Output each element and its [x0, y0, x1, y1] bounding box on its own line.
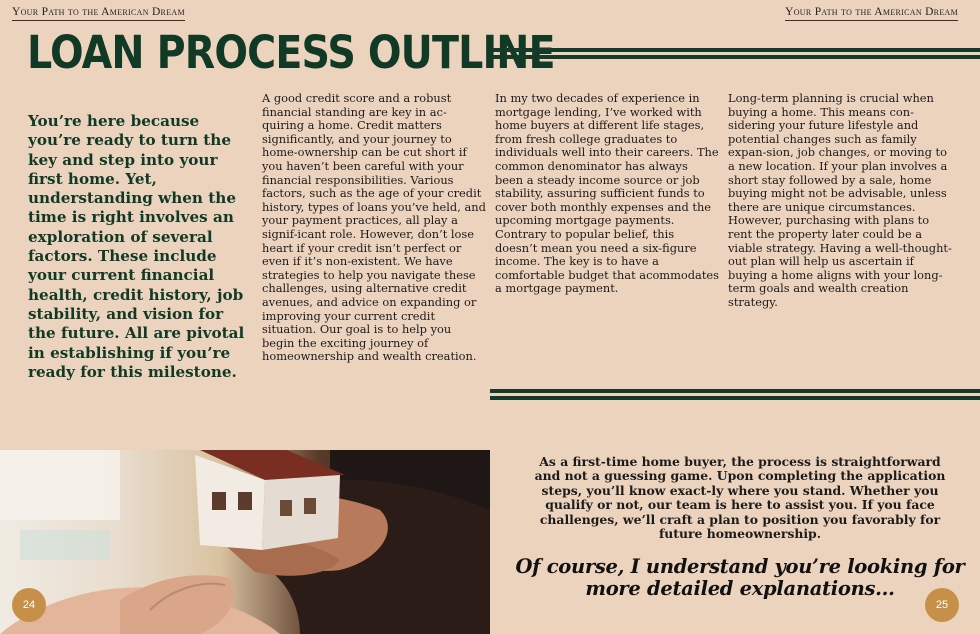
column-credit: A good credit score and a robust financial standing are key in ac-quiring a home. Credit matters significantly, and your journey to home-ownership can be cut short if you haven’t been careful with your financial responsibilities. Various factors, such as the age of your credit history, types of loans you’ve held, and your payment practices, all play a signif-icant role. However, don’t lose heart if your credit isn’t perfect or even if it’s non-existent. We have strategies to help you navigate these challenges, using alternative credit avenues, and advice on expanding or improving your current credit situation. Our goal is to help you begin the exciting journey of homeownership and wealth creation.: [262, 91, 486, 364]
tagline: Of course, I understand you’re looking for more detailed explanations...: [515, 555, 965, 600]
column-planning: Long-term planning is crucial when buying a home. This means con-sidering your future lifestyle and potential changes such as family expan-sion, job changes, or moving to a new location. If your plan involves a short stay followed by a sale, home buying might not be advisable, unless there are unique circumstances. However, purchasing with plans to rent the property later could be a viable strategy. Having a well-thought-out plan will help us ascertain if buying a home aligns with your long-term goals and wealth creation strategy.: [728, 91, 952, 309]
double-rule-top: [490, 48, 980, 59]
page-number-right: 25: [925, 588, 959, 622]
running-header-left: Your Path to the American Dream: [12, 6, 185, 21]
house-handover-photo: [0, 450, 490, 634]
closing-paragraph: As a first-time home buyer, the process is straightforward and not a guessing game. Upon completing the application steps, you’ll know exact-ly where you stand. Whether you qualify or not, our team is here to assist you. If you face challenges, we’ll craft a plan to position you favorably for future homeownership.: [534, 454, 946, 542]
column-income: In my two decades of experience in mortgage lending, I’ve worked with home buyers at different life stages, from fresh college graduates to individuals well into their careers. The common denominator has always been a steady income source or job stability, assuring sufficient funds to cover both monthly expenses and the upcoming mortgage payments. Contrary to popular belief, this doesn’t mean you need a six-figure income. The key is to have a comfortable budget that acommodates a mortgage payment.: [495, 91, 720, 296]
double-rule-middle: [490, 389, 980, 400]
running-header-right: Your Path to the American Dream: [785, 6, 958, 21]
page-title: LOAN PROCESS OUTLINE: [27, 26, 555, 79]
house-hands-illustration: [0, 450, 490, 634]
intro-paragraph: You’re here because you’re ready to turn the key and step into your first home. Yet, understanding when the time is right involves an exploration of several factors. These include your current financial health, credit history, job stability, and vision for the future. All are pivotal in establishing if you’re ready for this milestone.: [28, 112, 245, 381]
page-number-left: 24: [12, 588, 46, 622]
